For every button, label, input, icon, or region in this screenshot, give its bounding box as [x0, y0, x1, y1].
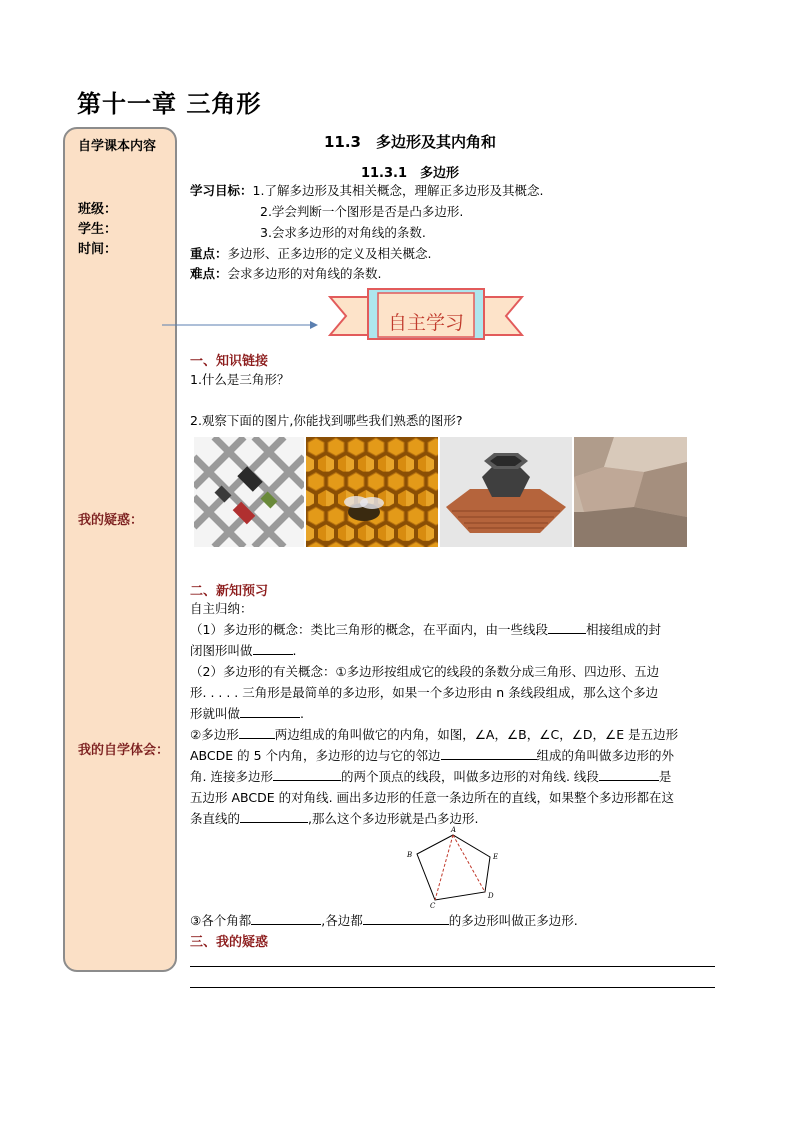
blank-field[interactable]	[273, 767, 341, 781]
paragraph-3-line3: 角. 连接多边形 的两个顶点的线段，叫做多边形的对角线. 线段 是	[190, 769, 672, 784]
part2-heading: 二、新知预习	[190, 584, 269, 599]
paragraph-2-line2: 形. . . . . 三角形是最简单的多边形，如果一个多边形由 n 条线段组成，那么这个多边	[190, 685, 659, 700]
paragraph-2-line3: 形就叫做 .	[190, 706, 304, 721]
paragraph-3-line1: ②多边形 两边组成的角叫做它的内角，如图，∠A，∠B，∠C，∠D，∠E 是五边形	[190, 727, 679, 742]
subsection-title: 11.3.1 多边形	[360, 166, 460, 181]
paragraph-2-line1: （2）多边形的有关概念：①多边形按组成它的线段的条数分成三角形、四边形、五边	[190, 664, 660, 679]
student-label: 学生：	[78, 222, 118, 237]
paragraph-1-line2: 闭图形叫做 .	[190, 643, 297, 658]
answer-line[interactable]	[190, 966, 715, 967]
answer-line[interactable]	[190, 987, 715, 988]
blank-field[interactable]	[548, 620, 586, 634]
lattice-shelf-image	[194, 437, 304, 547]
blank-field[interactable]	[240, 809, 308, 823]
hexagonal-bench-image	[440, 437, 572, 547]
blank-field[interactable]	[240, 704, 300, 718]
vertex-label-a: A	[451, 826, 457, 834]
paragraph-4: ③各个角都 ,各边都 的多边形叫做正多边形.	[190, 913, 578, 928]
paragraph-3-line4: 五边形 ABCDE 的对角线. 画出多边形的任意一条边所在的直线，如果整个多边形都在这	[190, 790, 675, 805]
blank-field[interactable]	[599, 767, 659, 781]
blank-field[interactable]	[363, 911, 449, 925]
question-2: 2.观察下面的图片,你能找到哪些我们熟悉的图形?	[190, 413, 463, 428]
objectives-label: 学习目标：1.了解多边形及其相关概念，理解正多边形及其概念.	[190, 183, 544, 198]
objective-item: 3.会求多边形的对角线的条数.	[260, 225, 426, 240]
experience-label: 我的自学体会：	[78, 743, 170, 758]
paragraph-3-line2: ABCDE 的 5 个内角，多边形的边与它的邻边 组成的角叫做多边形的外	[190, 748, 675, 763]
blank-field[interactable]	[253, 641, 293, 655]
vertex-label-b: B	[407, 851, 413, 859]
part2-intro: 自主归纳：	[190, 601, 253, 616]
part3-heading: 三、我的疑惑	[190, 935, 269, 950]
key-point: 重点：多边形、正多边形的定义及相关概念.	[190, 246, 432, 261]
vertex-label-d: D	[488, 892, 494, 900]
vertex-label-e: E	[493, 853, 499, 861]
chapter-title: 第十一章 三角形	[77, 90, 262, 118]
class-label: 班级：	[78, 202, 118, 217]
paragraph-1-line1: （1）多边形的概念：类比三角形的概念，在平面内，由一些线段 相接组成的封	[190, 622, 661, 637]
arrow-icon	[160, 318, 320, 332]
part1-heading: 一、知识链接	[190, 354, 269, 369]
blank-field[interactable]	[239, 725, 275, 739]
pentagon-diagram	[398, 822, 512, 908]
time-label: 时间：	[78, 242, 118, 257]
section-title: 11.3 多边形及其内角和	[323, 133, 496, 151]
banner-title: 自主学习	[387, 312, 464, 334]
vertex-label-c: C	[430, 902, 436, 908]
polygon-wall-image	[574, 437, 687, 547]
objective-item: 1.了解多边形及其相关概念，理解正多边形及其概念.	[252, 183, 544, 198]
difficulty: 难点：会求多边形的对角线的条数.	[190, 266, 382, 281]
sidebar-header: 自学课本内容	[78, 139, 157, 154]
objective-item: 2.学会判断一个图形是否是凸多边形.	[260, 204, 464, 219]
blank-field[interactable]	[441, 746, 537, 760]
honeycomb-image	[306, 437, 438, 547]
question-1: 1.什么是三角形？	[190, 372, 290, 387]
blank-field[interactable]	[251, 911, 321, 925]
paragraph-3-line5: 条直线的 ,那么这个多边形就是凸多边形.	[190, 811, 479, 826]
doubt-label: 我的疑惑：	[78, 513, 144, 528]
